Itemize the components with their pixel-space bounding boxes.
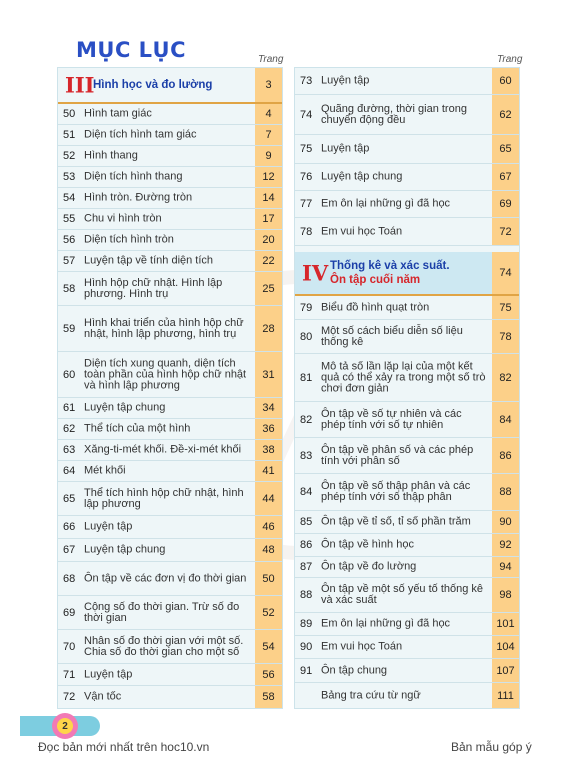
toc-row[interactable] [58,398,282,419]
toc-row[interactable] [58,272,282,306]
lesson-title: Hình tam giác [84,107,152,120]
lesson-page: 84 [492,402,519,437]
chapter-4-heading[interactable] [295,252,519,294]
lesson-number: 79 [300,301,313,314]
lesson-page: 22 [255,251,282,271]
toc-row[interactable] [295,534,519,557]
lesson-page: 7 [255,125,282,145]
lesson-title: Luyện tập [84,668,133,680]
toc-row[interactable] [58,516,282,539]
toc-row[interactable] [58,167,282,188]
toc-row[interactable] [295,613,519,636]
lesson-title: Hình tròn. Đường tròn [84,191,193,204]
lesson-number: 58 [63,282,76,295]
lesson-page: 90 [492,511,519,533]
lesson-page: 20 [255,230,282,250]
lesson-title: Ôn tập về số tự nhiên và các phép tính với số tự nhiên [321,407,462,431]
lesson-number: 80 [300,330,313,343]
toc-row[interactable] [58,188,282,209]
lesson-title: Thể tích của một hình [84,422,191,435]
toc-row[interactable] [295,578,519,613]
lesson-page: 72 [492,218,519,245]
chapter-page: 3 [255,68,282,102]
lesson-title: Luyện tập [84,520,133,533]
lesson-page: 44 [255,482,282,515]
toc-row[interactable] [58,230,282,251]
lesson-title: Luyện tập chung [321,170,403,183]
lesson-page: 67 [492,164,519,190]
lesson-number: 72 [63,691,76,703]
lesson-page: 38 [255,440,282,460]
chapter-title: Hình học và đo lường [93,79,213,91]
lesson-title: Diện tích hình thang [84,170,183,183]
footer-draft-text: Bản mẫu góp ý [451,740,532,754]
toc-row[interactable] [58,440,282,461]
lesson-page: 4 [255,104,282,124]
lesson-page: 62 [492,95,519,134]
toc-row[interactable] [295,402,519,438]
lesson-page: 60 [492,68,519,94]
toc-row[interactable] [58,104,282,125]
lesson-number: 91 [300,664,313,677]
lesson-title: Xăng-ti-mét khối. Đề-xi-mét khối [84,443,242,456]
lesson-title: Nhân số đo thời gian với một số. Chia số đo thời gian cho một số [84,634,244,658]
lesson-number: 56 [63,234,76,246]
lesson-number: 65 [63,492,76,505]
toc-row[interactable] [295,135,519,164]
lesson-number: 75 [300,143,313,155]
lesson-number: 57 [63,255,76,267]
toc-row[interactable] [58,686,282,708]
lesson-number: 64 [63,465,76,477]
toc-row[interactable] [58,630,282,664]
lesson-page: 94 [492,557,519,577]
page-column-label-left: Trang [258,54,284,65]
lesson-title: Diện tích xung quanh, diện tích toàn phần của hình hộp chữ nhật và hình lập phương [84,357,247,391]
toc-row[interactable] [295,95,519,135]
lesson-title: Diện tích hình tam giác [84,128,197,141]
lesson-page: 75 [492,296,519,319]
lesson-title: Em vui học Toán [321,225,403,237]
chapter-page: 74 [492,252,519,294]
lesson-title: Luyện tập chung [84,401,166,414]
lesson-page: 107 [492,659,519,682]
lesson-number: 61 [63,402,76,414]
lesson-title: Hình hộp chữ nhật. Hình lập phương. Hình trụ [84,276,223,300]
lesson-number: 55 [63,213,76,225]
lesson-number: 59 [63,322,76,335]
toc-row[interactable] [58,125,282,146]
lesson-title: Luyện tập [321,142,370,155]
lesson-number: 83 [300,449,313,462]
toc-row[interactable] [295,218,519,246]
lesson-title: Hình khai triển của hình hộp chữ nhật, hình lập phương, hình trụ [84,316,244,340]
lesson-title: Em ôn lại những gì đã học [321,617,451,630]
lesson-title: Quãng đường, thời gian trong chuyển động đều [321,102,467,126]
lesson-page: 58 [255,686,282,708]
lesson-title: Em vui học Toán [321,640,403,653]
toc-row[interactable] [58,209,282,230]
toc-row[interactable] [295,511,519,534]
lesson-page: 25 [255,272,282,305]
lesson-number: 86 [300,539,313,551]
toc-row[interactable] [295,636,519,659]
toc-row[interactable] [295,296,519,320]
lesson-title: Chu vi hình tròn [84,212,162,225]
lesson-number: 77 [300,198,313,210]
lesson-title: Ôn tập về số thập phân và các phép tính với số thập phân [321,480,471,503]
lesson-title: Luyện tập về tính diện tích [84,254,214,267]
toc-row[interactable] [58,306,282,352]
lesson-title: Em ôn lại những gì đã học [321,197,451,210]
chapter-subtitle: Ôn tập cuối năm [330,274,421,286]
lesson-page: 46 [255,516,282,538]
lesson-page: 65 [492,135,519,163]
lesson-page: 101 [492,613,519,635]
lesson-page: 56 [255,664,282,685]
lesson-page: 12 [255,167,282,187]
toc-row[interactable] [58,482,282,516]
lesson-title: Cộng số đo thời gian. Trừ số đo thời gian [84,600,240,624]
lesson-number: 78 [300,225,313,238]
lesson-page: 52 [255,596,282,629]
toc-row[interactable] [295,164,519,191]
lesson-title: Ôn tập về tỉ số, tỉ số phần trăm [321,515,471,528]
lesson-page: 34 [255,398,282,418]
chapter-3-heading[interactable] [58,68,282,102]
lesson-page: 111 [492,683,519,708]
lesson-title: Diện tích hình tròn [84,233,174,246]
lesson-number: 84 [300,486,313,498]
lesson-title: Mô tả số lần lặp lại của một kết quả có thể xảy ra trong một số trò chơi đơn giản [321,360,486,394]
chapter-roman: IV [302,260,329,286]
lesson-title: Mét khối [84,464,126,477]
page-number: 2 [57,718,73,734]
lesson-page: 48 [255,539,282,561]
chapter-roman: III [65,72,95,98]
toc-row[interactable] [295,474,519,511]
lesson-number: 74 [300,108,313,121]
lesson-number: 85 [300,516,313,528]
toc-row[interactable] [58,461,282,482]
toc-row[interactable] [58,352,282,398]
lesson-page: 14 [255,188,282,208]
lesson-number: 63 [63,444,76,456]
lesson-number: 81 [300,371,313,384]
lesson-page: 17 [255,209,282,229]
chapter-title-main: Thống kê và xác suất. [330,260,450,272]
lesson-title: Ôn tập về các đơn vị đo thời gian [84,572,247,584]
lesson-page: 31 [255,352,282,397]
lesson-title: Thể tích hình hộp chữ nhật, hình lập phương [84,486,244,510]
lesson-number: 50 [63,108,76,120]
page-title: MỤC LỤC [76,38,187,62]
toc-row[interactable] [295,191,519,218]
lesson-title: Ôn tập về phân số và các phép tính với phân số [321,443,474,467]
lesson-title: Hình thang [84,149,138,162]
lesson-page: 82 [492,354,519,401]
lesson-title: Vận tốc [84,690,122,703]
toc-row[interactable] [295,354,519,402]
lesson-page: 104 [492,636,519,658]
lesson-page: 78 [492,320,519,353]
lesson-number: 70 [63,640,76,653]
lesson-number: 68 [63,572,76,585]
toc-column-left [57,67,283,709]
lesson-page: 41 [255,461,282,481]
lesson-page: 9 [255,146,282,166]
lesson-number: 52 [63,150,76,162]
lesson-page: 50 [255,562,282,595]
lesson-title: Biểu đồ hình quạt tròn [321,301,430,313]
toc-row[interactable] [295,320,519,354]
lesson-number: 67 [63,544,76,556]
lesson-page: 98 [492,578,519,612]
chapter-title [330,259,450,287]
lesson-number: 90 [300,641,313,653]
lesson-page: 69 [492,191,519,217]
toc-row[interactable] [58,539,282,562]
lesson-title: Một số cách biểu diễn số liệu thống kê [321,324,463,348]
footer-source-text: Đọc bản mới nhất trên hoc10.vn [38,740,210,754]
lesson-number: 62 [63,423,76,435]
lesson-page: 54 [255,630,282,663]
lesson-title: Ôn tập về một số yếu tố thống kê và xác suất [321,583,484,606]
lesson-number: 89 [300,618,313,630]
toc-row[interactable] [295,557,519,578]
toc-row[interactable] [295,438,519,474]
toc-row[interactable] [58,664,282,686]
lesson-page: 28 [255,306,282,351]
lesson-title: Luyện tập [321,74,370,87]
toc-row[interactable] [58,146,282,167]
lesson-number: 54 [63,192,76,204]
toc-row[interactable] [58,251,282,272]
lesson-number: 87 [300,561,313,573]
lesson-page: 92 [492,534,519,556]
lesson-page: 36 [255,419,282,439]
lesson-number: 73 [300,75,313,87]
lesson-number: 76 [300,171,313,183]
lesson-number: 69 [63,606,76,619]
lesson-title: Bảng tra cứu từ ngữ [321,689,421,701]
lesson-number: 82 [300,413,313,426]
page-column-label-right: Trang [497,54,523,65]
toc-row[interactable] [58,419,282,440]
lesson-number: 53 [63,171,76,183]
lesson-number: 88 [300,589,313,601]
lesson-number: 51 [63,129,76,141]
lesson-title: Ôn tập về hình học [321,538,414,551]
toc-row[interactable] [58,596,282,630]
flower-icon [52,713,78,739]
lesson-number: 71 [63,668,76,681]
lesson-title: Luyện tập chung [84,543,166,556]
toc-column-right [294,67,520,709]
toc-row[interactable] [295,659,519,683]
toc-row[interactable] [295,68,519,95]
lesson-page: 88 [492,474,519,510]
lesson-title: Ôn tập về đo lường [321,560,417,573]
toc-row[interactable] [295,683,519,708]
lesson-title: Ôn tập chung [321,664,388,676]
toc-row[interactable] [58,562,282,596]
lesson-page: 86 [492,438,519,473]
lesson-number: 66 [63,521,76,533]
lesson-number: 60 [63,368,76,381]
